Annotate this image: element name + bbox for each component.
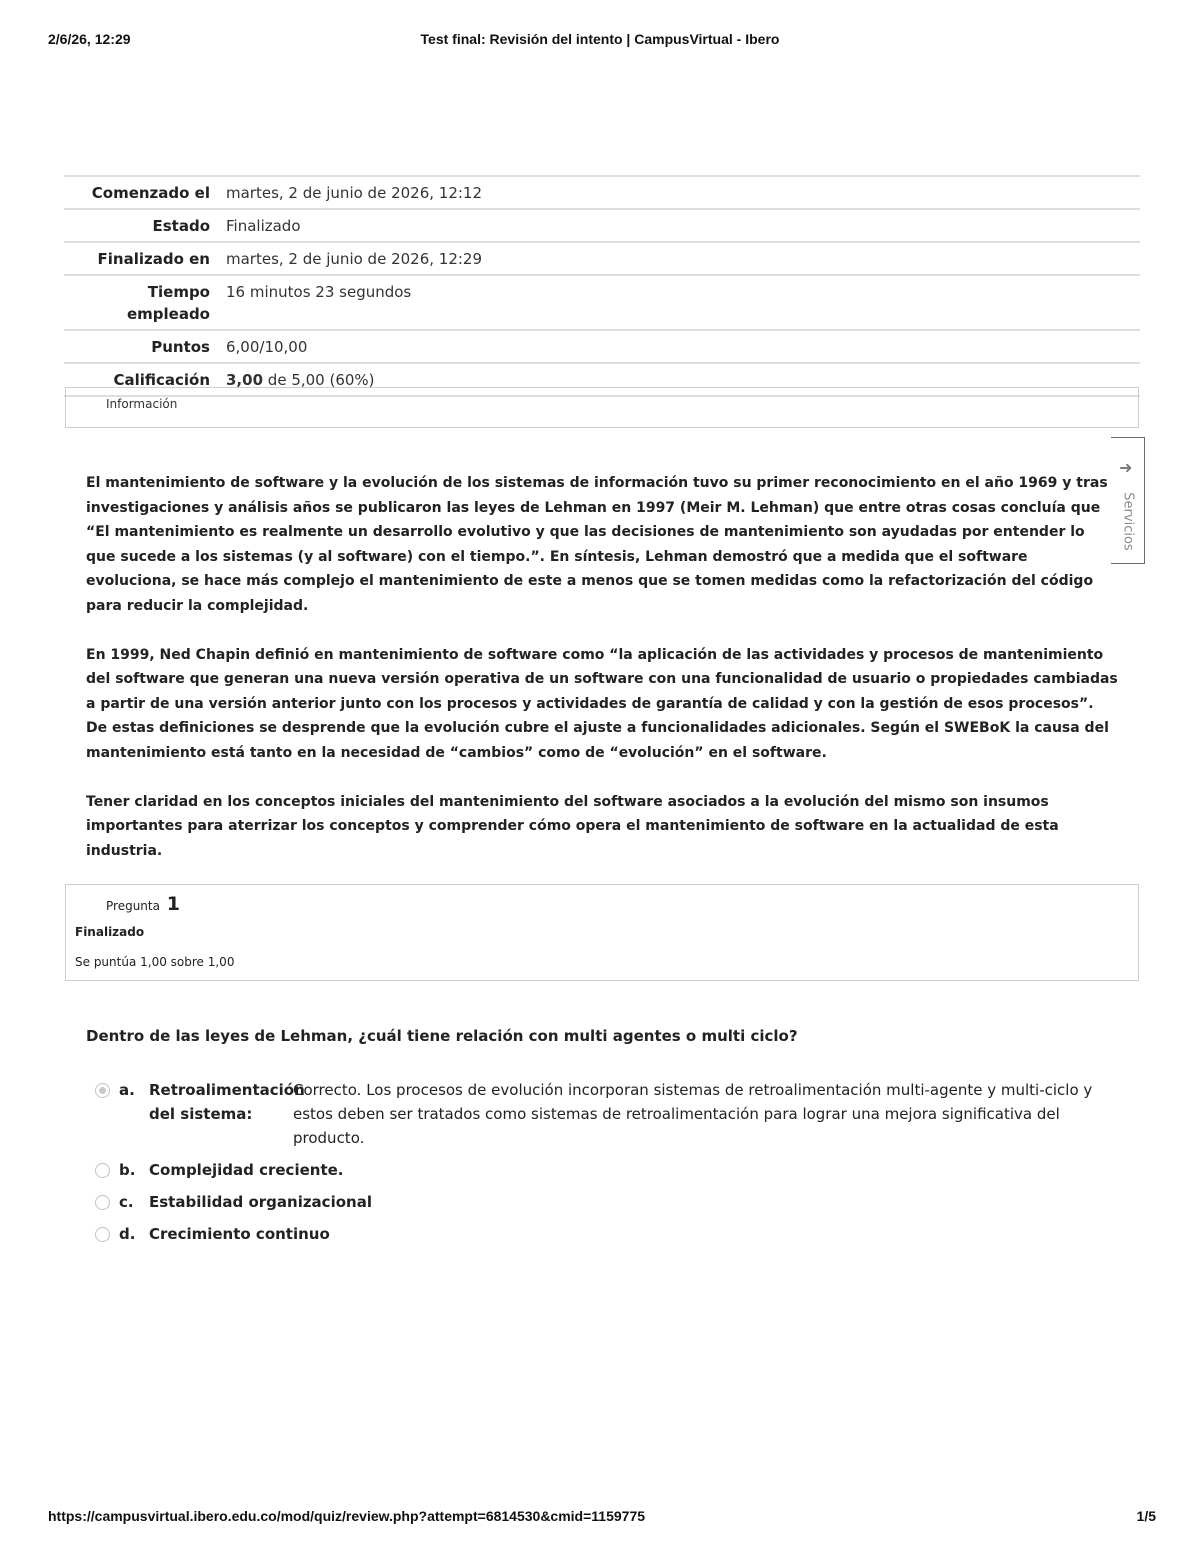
- radio-icon[interactable]: [95, 1163, 110, 1178]
- info-paragraph-1: El mantenimiento de software y la evolución de los sistemas de información tuvo su primer reconocimiento en el año 1969 y tras investigaciones y análisis años se publicaron las leyes de Lehman en 1997 (Meir M. Lehman) que entre otras cosas concluía que “El mantenimiento es realmente un desarrollo evolutivo y que las decisiones de mantenimiento son ayudadas por entender lo que sucede a los sistemas (y al software) con el tiempo.”. En síntesis, Lehman demostró que a medida que el software evoluciona, se hace más complejo el mantenimiento de este a menos que se tomen medidas como la refactorización del código para reducir la complejidad.: [86, 475, 1108, 614]
- option-text: Retroalimentación del sistema:: [149, 1081, 305, 1123]
- option-text: Estabilidad organizacional: [149, 1193, 372, 1211]
- option-text: Crecimiento continuo: [149, 1225, 330, 1243]
- summary-row-points: [64, 330, 1140, 363]
- option-letter: d.: [119, 1225, 136, 1243]
- print-page-title: Test final: Revisión del intento | CampusVirtual - Ibero: [420, 31, 780, 47]
- finished-value: martes, 2 de junio de 2026, 12:29: [222, 242, 1140, 275]
- option-letter: c.: [119, 1193, 134, 1211]
- summary-row-started: [64, 176, 1140, 209]
- option-letter: b.: [119, 1161, 136, 1179]
- finished-label: Finalizado en: [64, 242, 222, 275]
- print-url: https://campusvirtual.ibero.edu.co/mod/quiz/review.php?attempt=6814530&cmid=1159775: [48, 1508, 646, 1524]
- information-content: [86, 471, 1118, 887]
- question-label: Pregunta: [106, 899, 160, 913]
- question-state: Finalizado: [75, 925, 145, 939]
- state-value: Finalizado: [222, 209, 1140, 242]
- grade-value-rest: de 5,00 (60%): [267, 371, 375, 389]
- answer-option-a[interactable]: [95, 1078, 1125, 1150]
- started-label: Comenzado el: [64, 176, 222, 209]
- print-header: [48, 31, 1152, 51]
- state-label: Estado: [64, 209, 222, 242]
- info-paragraph-2: En 1999, Ned Chapin definió en mantenimiento de software como “la aplicación de las actividades y procesos de mantenimiento del software que generan una nueva versión operativa de un software con una funcionalidad de usuario o propiedades cambiadas a partir de una versión anterior junto con los procesos y actividades de garantía de calidad y con la gestión de esos procesos”. De estas definiciones se desprende que la evolución cubre el ajuste a funcionalidades adicionales. Según el SWEBoK la causa del mantenimiento está tanto en la necesidad de “cambios” como de “evolución” en el software.: [86, 646, 1118, 761]
- grade-value-strong: 3,00: [226, 371, 264, 389]
- question-number: 1: [166, 893, 181, 915]
- time-value: 16 minutos 23 segundos: [222, 275, 1140, 330]
- time-label: Tiempo empleado: [64, 275, 222, 330]
- radio-icon[interactable]: [95, 1195, 110, 1210]
- question-info-box: [65, 884, 1139, 981]
- print-page-number: 1/5: [1136, 1508, 1156, 1524]
- print-date: 2/6/26, 12:29: [48, 31, 131, 47]
- summary-row-finished: [64, 242, 1140, 275]
- summary-row-time: [64, 275, 1140, 330]
- option-feedback: Correcto. Los procesos de evolución incorporan sistemas de retroalimentación multi-agente y multi-ciclo y estos deben ser tratados como sistemas de retroalimentación para lograr una mejora significativa del producto.: [293, 1081, 1093, 1147]
- attempt-summary-table: [64, 175, 1140, 397]
- information-header-box: [65, 387, 1139, 428]
- info-paragraph-3: Tener claridad en los conceptos iniciales del mantenimiento del software asociados a la evolución del mismo son insumos importantes para aterrizar los conceptos y comprender cómo opera el mantenimiento de software en la actualidad de esta industria.: [86, 793, 1059, 859]
- radio-checked-icon[interactable]: [95, 1083, 110, 1098]
- grade-label: Calificación: [64, 363, 222, 396]
- started-value: martes, 2 de junio de 2026, 12:12: [222, 176, 1140, 209]
- question-title: [106, 893, 180, 915]
- question-grade: Se puntúa 1,00 sobre 1,00: [75, 955, 235, 969]
- print-footer: [48, 1508, 1156, 1528]
- question-text: Dentro de las leyes de Lehman, ¿cuál tiene relación con multi agentes o multi ciclo?: [86, 1027, 798, 1045]
- points-value: 6,00/10,00: [222, 330, 1140, 363]
- information-label: Información: [106, 397, 178, 411]
- answer-option-c[interactable]: [95, 1190, 1125, 1214]
- answer-options: [95, 1078, 1125, 1254]
- arrow-right-icon: ➜: [1119, 460, 1133, 477]
- answer-option-d[interactable]: [95, 1222, 1125, 1246]
- option-text: Complejidad creciente.: [149, 1161, 344, 1179]
- summary-row-state: [64, 209, 1140, 242]
- points-label: Puntos: [64, 330, 222, 363]
- answer-option-b[interactable]: [95, 1158, 1125, 1182]
- radio-icon[interactable]: [95, 1227, 110, 1242]
- services-tab-label: Servicios: [1120, 492, 1136, 551]
- option-letter: a.: [119, 1081, 135, 1099]
